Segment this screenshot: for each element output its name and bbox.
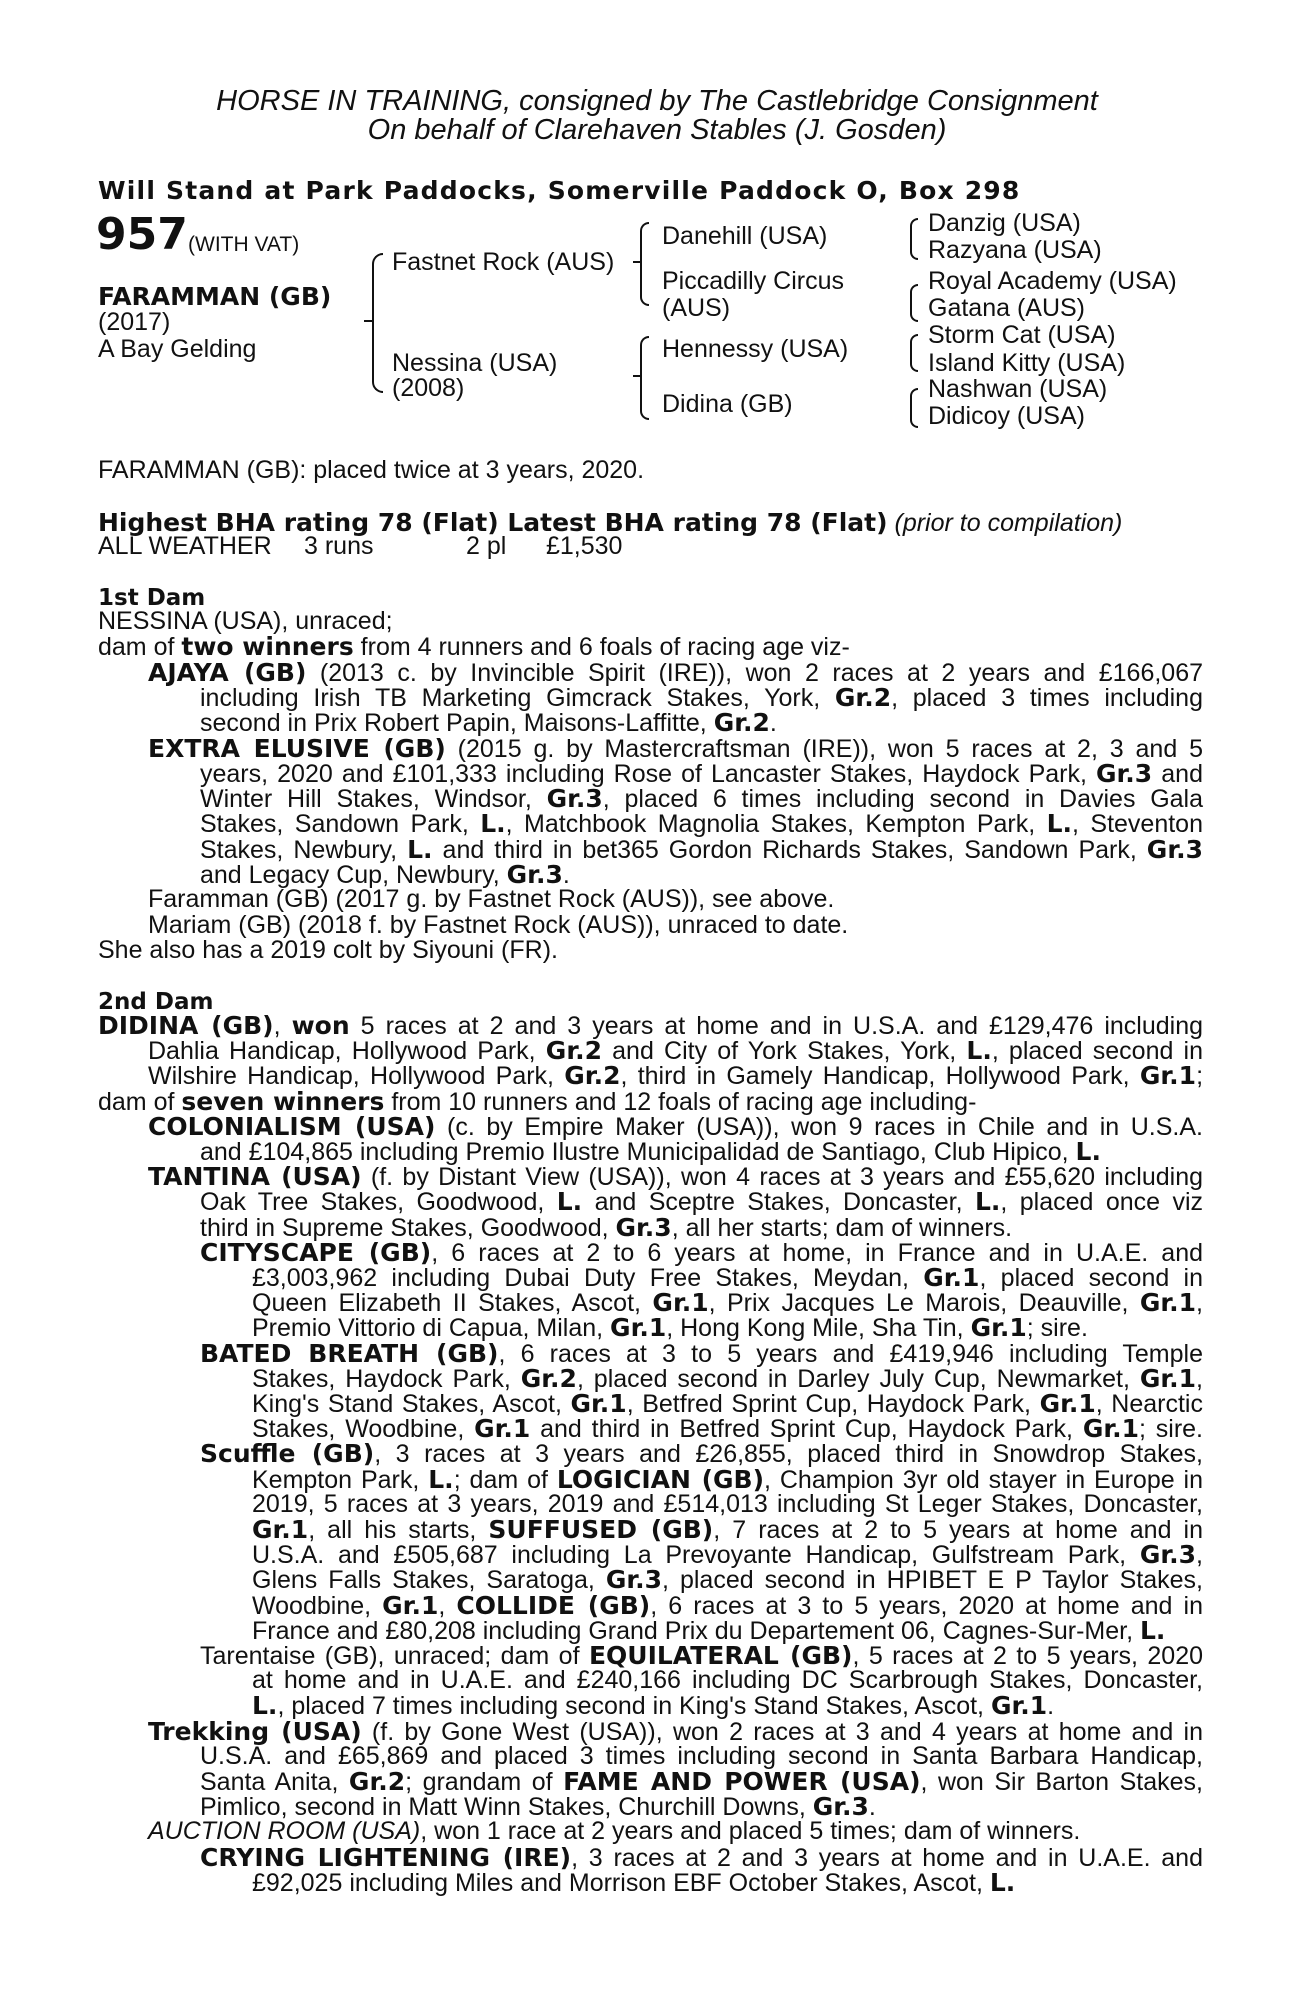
race-record-line: third in Supreme Stakes, Goodwood, Gr.3, all her starts; dam of winners. [200, 1212, 1013, 1242]
race-record-line: Glens Falls Stakes, Saratoga, Gr.3, placed second in HPIBET E P Taylor Stakes, [252, 1565, 1203, 1595]
race-record-line: at home and in U.A.E. and £240,166 including DC Scarbrough Stakes, Doncaster, [252, 1666, 1203, 1695]
race-record-line: £92,025 including Miles and Morrison EBF October Stakes, Ascot, L. [252, 1867, 1016, 1897]
race-record-line: Stakes, Sandown Park, L., Matchbook Magnolia Stakes, Kempton Park, L., Steventon [200, 809, 1203, 839]
race-record-line: L., placed 7 times including second in King's Stand Stakes, Ascot, Gr.1. [252, 1691, 1055, 1721]
race-record-line: Winter Hill Stakes, Windsor, Gr.3, placed 6 times including second in Davies Gala [200, 784, 1203, 814]
pedigree-brace-main [372, 253, 383, 393]
pedigree-sire-dam: Piccadilly Circus [662, 267, 844, 295]
foaling-year: (2017) [98, 308, 171, 336]
pedigree-g8: Didicoy (USA) [928, 402, 1085, 430]
placed-count: 2 pl [466, 532, 507, 560]
race-record-line: France and £80,208 including Grand Prix du Departement 06, Cagnes-Sur-Mer, L. [252, 1615, 1166, 1645]
race-record-line: Scuffle (GB), 3 races at 3 years and £26,855, placed third in Snowdrop Stakes, [200, 1439, 1203, 1469]
race-record-line: £3,003,962 including Dubai Duty Free Stakes, Meydan, Gr.1, placed second in [252, 1263, 1204, 1292]
race-record-line: Gr.1, all his starts, SUFFUSED (GB), 7 races at 2 to 5 years at home and in [252, 1515, 1203, 1544]
pedigree-g6: Island Kitty (USA) [928, 349, 1126, 377]
rating-note: (prior to compilation) [894, 509, 1123, 537]
horse-description: A Bay Gelding [98, 335, 257, 363]
pedigree-g1: Danzig (USA) [928, 209, 1081, 237]
first-dam-heading: 1st Dam [98, 585, 206, 611]
pedigree-sire-sire: Danehill (USA) [662, 222, 828, 250]
race-record-line: BATED BREATH (GB), 6 races at 3 to 5 years and £419,946 including Temple [200, 1338, 1203, 1368]
race-record-line: and £104,865 including Premio Ilustre Municipalidad de Santiago, Club Hipico, L. [200, 1137, 1101, 1166]
race-record-line: Tarentaise (GB), unraced; dam of EQUILATERAL (GB), 5 races at 2 to 5 years, 2020 [200, 1641, 1204, 1670]
header-line-1: HORSE IN TRAINING, consigned by The Castlebridge Consignment [216, 85, 1098, 117]
pedigree-g7: Nashwan (USA) [928, 375, 1108, 403]
race-record-line: TANTINA (USA) (f. by Distant View (USA)), won 4 races at 3 years and £55,620 including [148, 1162, 1204, 1192]
pedigree-g3: Royal Academy (USA) [928, 267, 1177, 295]
race-record-line: Faramman (GB) (2017 g. by Fastnet Rock (AUS)), see above. [148, 885, 835, 914]
pedigree-g4: Gatana (AUS) [928, 294, 1086, 322]
race-record-line: DIDINA (GB), won 5 races at 2 and 3 years at home and in U.S.A. and £129,476 including [98, 1011, 1204, 1040]
race-record-line: King's Stand Stakes, Ascot, Gr.1, Betfred Sprint Cup, Haydock Park, Gr.1, Nearctic [252, 1389, 1203, 1418]
race-record-line: dam of two winners from 4 runners and 6 foals of racing age viz- [98, 632, 850, 662]
race-summary: FARAMMAN (GB): placed twice at 3 years, 2020. [98, 456, 645, 484]
race-record-line: NESSINA (USA), unraced; [98, 607, 393, 635]
pedigree-sire-dam-country: (AUS) [662, 294, 731, 322]
pedigree-brace-dam [640, 336, 649, 420]
race-record-line: dam of seven winners from 10 runners and 12 foals of racing age including- [98, 1086, 977, 1116]
race-record-line: Woodbine, Gr.1, COLLIDE (GB), 6 races at 3 to 5 years, 2020 at home and in [252, 1590, 1203, 1620]
stand-location: Will Stand at Park Paddocks, Somerville Paddock O, Box 298 [98, 176, 1021, 205]
race-record-line: CITYSCAPE (GB), 6 races at 2 to 6 years at home, in France and in U.A.E. and [200, 1237, 1204, 1267]
pedigree-dam-sire: Hennessy (USA) [662, 335, 849, 363]
earnings: £1,530 [546, 532, 623, 560]
race-record-line: AJAYA (GB) (2013 c. by Invincible Spirit (IRE)), won 2 races at 2 years and £166,067 [148, 657, 1204, 687]
pedigree-g2: Razyana (USA) [928, 236, 1102, 264]
race-record-line: Stakes, Haydock Park, Gr.2, placed second in Darley July Cup, Newmarket, Gr.1, [252, 1363, 1203, 1393]
race-record-line: EXTRA ELUSIVE (GB) (2015 g. by Mastercraftsman (IRE)), won 5 races at 2, 3 and 5 [148, 733, 1203, 763]
race-record-line: She also has a 2019 colt by Siyouni (FR). [98, 935, 558, 964]
pedigree-brace-sire [640, 222, 649, 306]
race-record-line: COLONIALISM (USA) (c. by Empire Maker (USA)), won 9 races in Chile and in U.S.A. [148, 1111, 1203, 1141]
race-record-line: Dahlia Handicap, Hollywood Park, Gr.2 and City of York Stakes, York, L., placed second in [148, 1036, 1204, 1066]
horse-name: FARAMMAN (GB) [98, 282, 332, 311]
race-record-line: Pimlico, second in Matt Winn Stakes, Churchill Downs, Gr.3. [200, 1792, 876, 1822]
header-line-2: On behalf of Clarehaven Stables (J. Gosden) [367, 114, 947, 146]
pedigree-dam-year: (2008) [392, 374, 465, 402]
vat-note: (WITH VAT) [188, 233, 300, 256]
pedigree-sire: Fastnet Rock (AUS) [392, 248, 615, 276]
lot-number: 957 [96, 209, 188, 260]
race-record-line: Stakes, Woodbine, Gr.1 and third in Betfred Sprint Cup, Haydock Park, Gr.1; sire. [252, 1414, 1203, 1444]
race-record-line: years, 2020 and £101,333 including Rose of Lancaster Stakes, Haydock Park, Gr.3 and [200, 758, 1203, 788]
race-record-line: Wilshire Handicap, Hollywood Park, Gr.2, third in Gamely Handicap, Hollywood Park, Gr.1; [148, 1061, 1204, 1091]
race-record-line: second in Prix Robert Papin, Maisons-Laffitte, Gr.2. [200, 708, 777, 738]
race-record-line: Stakes, Newbury, L. and third in bet365 Gordon Richards Stakes, Sandown Park, Gr.3 [200, 834, 1203, 864]
race-record-line: AUCTION ROOM (USA), won 1 race at 2 years and placed 5 times; dam of winners. [148, 1817, 1081, 1846]
race-record-line: CRYING LIGHTENING (IRE), 3 races at 2 and 3 years at home and in U.A.E. and [200, 1842, 1203, 1872]
surface-label: ALL WEATHER [98, 532, 272, 560]
race-record-line: including Irish TB Marketing Gimcrack Stakes, York, Gr.2, placed 3 times including [200, 682, 1203, 712]
race-record-line: Trekking (USA) (f. by Gone West (USA)), won 2 races at 3 and 4 years at home and in [148, 1716, 1203, 1746]
race-record-line: U.S.A. and £505,687 including La Prevoyante Handicap, Gulfstream Park, Gr.3, [252, 1540, 1203, 1570]
pedigree-dam-dam: Didina (GB) [662, 390, 793, 418]
race-record-line: Kempton Park, L.; dam of LOGICIAN (GB), Champion 3yr old stayer in Europe in [252, 1464, 1203, 1494]
race-record-line: U.S.A. and £65,869 and placed 3 times including second in Santa Barbara Handicap, [200, 1741, 1203, 1770]
race-record-line: 2019, 5 races at 3 years, 2019 and £514,013 including St Leger Stakes, Doncaster, [252, 1489, 1203, 1518]
race-record-line: and Legacy Cup, Newbury, Gr.3. [200, 860, 570, 889]
second-dam-heading: 2nd Dam [98, 989, 214, 1015]
race-record-line: Premio Vittorio di Capua, Milan, Gr.1, Hong Kong Mile, Sha Tin, Gr.1; sire. [252, 1313, 1088, 1343]
race-record-line: Santa Anita, Gr.2; grandam of FAME AND POWER (USA), won Sir Barton Stakes, [200, 1767, 1203, 1796]
rating-bold: Highest BHA rating 78 (Flat) Latest BHA rating 78 (Flat) [98, 508, 888, 537]
pedigree-g5: Storm Cat (USA) [928, 321, 1116, 349]
race-record-line: Mariam (GB) (2018 f. by Fastnet Rock (AUS)), unraced to date. [148, 910, 849, 939]
runs-count: 3 runs [304, 532, 374, 560]
race-record-line: Oak Tree Stakes, Goodwood, L. and Sceptre Stakes, Doncaster, L., placed once viz [200, 1187, 1204, 1217]
race-record-line: Queen Elizabeth II Stakes, Ascot, Gr.1, Prix Jacques Le Marois, Deauville, Gr.1, [252, 1288, 1203, 1318]
pedigree-dam: Nessina (USA) [392, 349, 558, 377]
